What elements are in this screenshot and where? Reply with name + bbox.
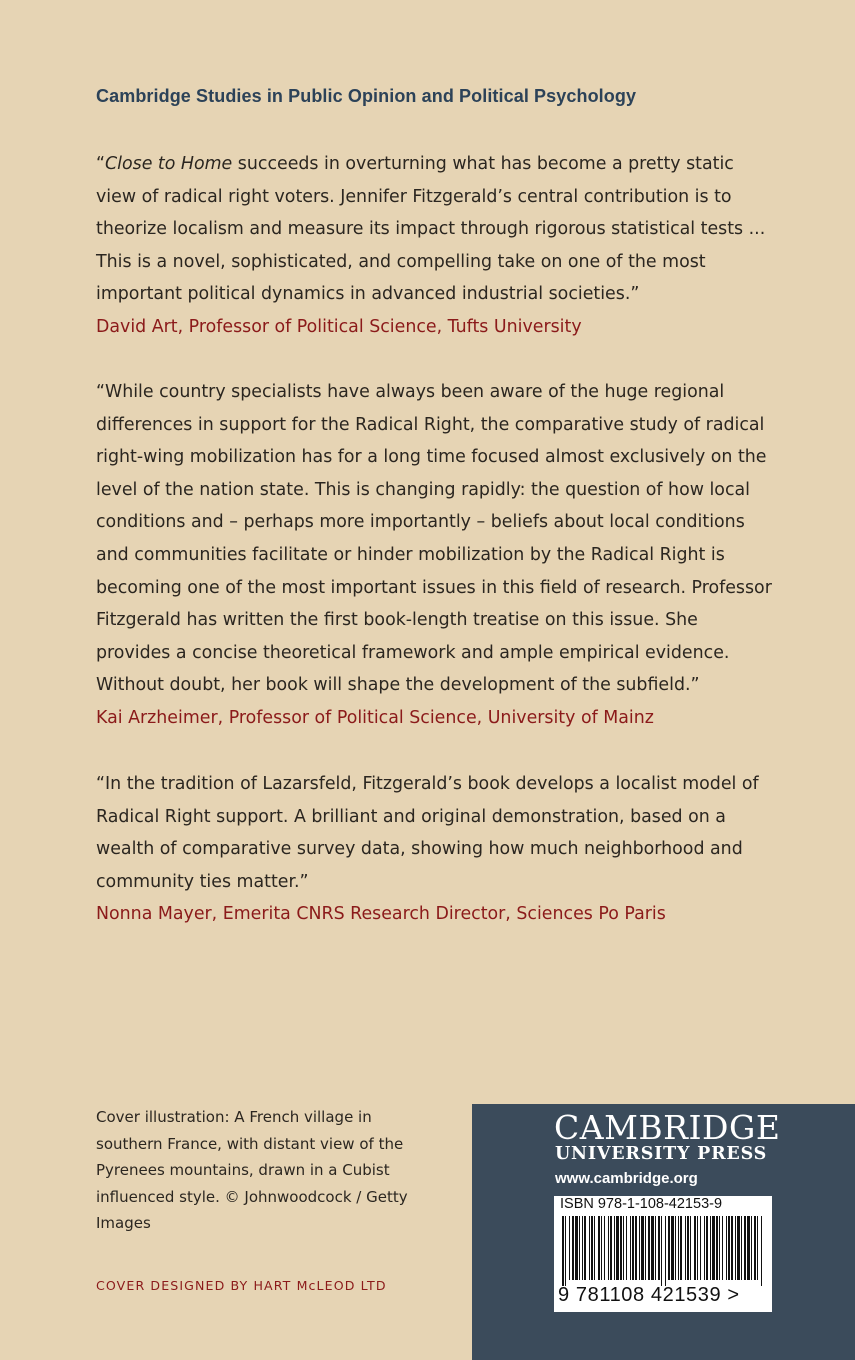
publisher-panel xyxy=(472,1104,855,1360)
barcode-bar xyxy=(575,1216,578,1280)
barcode-bar xyxy=(610,1216,612,1280)
barcode-bar xyxy=(726,1216,727,1280)
quote-2-attribution: Kai Arzheimer, Professor of Political Science, University of Mainz xyxy=(96,707,654,728)
barcode-bar xyxy=(757,1216,758,1280)
publisher-url: www.cambridge.org xyxy=(555,1170,698,1187)
barcode-bar xyxy=(639,1216,640,1280)
barcode-bar xyxy=(690,1216,691,1280)
barcode-bar xyxy=(648,1216,650,1280)
barcode-bar xyxy=(710,1216,711,1280)
barcode-bar xyxy=(584,1216,586,1280)
barcode-bar xyxy=(716,1216,718,1280)
barcode-bar xyxy=(751,1216,752,1280)
barcode-bar xyxy=(675,1216,676,1280)
barcode-bar xyxy=(680,1216,682,1280)
book-title: Close to Home xyxy=(105,154,233,174)
barcode-bar xyxy=(601,1216,602,1280)
quote-3-text: “In the tradition of Lazarsfeld, Fitzgerald’s book develops a localist model of Radical Right support. A brilliant and original demonstration, based on a wealth of comparative survey data, showing how much neighborhood and community ties matter.” xyxy=(96,774,759,892)
barcode-bar xyxy=(704,1216,705,1280)
barcode-bar xyxy=(678,1216,679,1280)
quote-1-open-mark: “ xyxy=(96,154,106,174)
barcode-bar xyxy=(582,1216,583,1280)
barcode-bar xyxy=(722,1216,723,1280)
barcode-bar xyxy=(658,1216,660,1280)
barcode-bar xyxy=(632,1216,634,1280)
barcode-bar xyxy=(614,1216,615,1280)
barcode-bar xyxy=(735,1216,736,1280)
quote-1-attribution: David Art, Professor of Political Science, Tufts University xyxy=(96,316,582,337)
barcode-bar xyxy=(747,1216,750,1280)
barcode-bar xyxy=(712,1216,715,1280)
barcode-bar xyxy=(700,1216,701,1280)
publisher-subname: UNIVERSITY PRESS xyxy=(555,1144,768,1164)
barcode-bar xyxy=(598,1216,600,1280)
barcode-icon xyxy=(560,1216,766,1286)
barcode-bar xyxy=(671,1216,674,1280)
quote-3 xyxy=(96,768,776,931)
quote-1 xyxy=(96,148,776,344)
barcode-bar xyxy=(668,1216,670,1280)
quote-3-attribution: Nonna Mayer, Emerita CNRS Research Director, Sciences Po Paris xyxy=(96,904,666,925)
barcode-bar xyxy=(604,1216,605,1280)
cover-designer-credit: COVER DESIGNED BY HART McLEOD LTD xyxy=(96,1278,387,1293)
isbn-label: ISBN 978-1-108-42153-9 xyxy=(560,1196,723,1212)
barcode-bar xyxy=(572,1216,574,1280)
barcode-bar xyxy=(731,1216,733,1280)
barcode-bar xyxy=(630,1216,631,1280)
barcode-bar xyxy=(744,1216,746,1280)
barcode-number: 9 781108 421539 > xyxy=(558,1284,740,1306)
barcode-bar xyxy=(687,1216,689,1280)
barcode-bar xyxy=(665,1216,666,1286)
barcode-bar xyxy=(694,1216,696,1280)
barcode-bar xyxy=(626,1216,627,1280)
barcode-bar xyxy=(719,1216,720,1280)
barcode-bar xyxy=(737,1216,740,1280)
barcode-bar xyxy=(754,1216,756,1280)
barcode-bar xyxy=(761,1216,762,1286)
barcode-bar xyxy=(706,1216,708,1280)
barcode-bar xyxy=(655,1216,656,1280)
barcode-bar xyxy=(641,1216,644,1280)
barcode-bar xyxy=(608,1216,609,1280)
barcode-bar xyxy=(589,1216,590,1280)
series-title: Cambridge Studies in Public Opinion and Political Psychology xyxy=(96,86,637,106)
barcode-bar xyxy=(616,1216,619,1280)
barcode-bar xyxy=(645,1216,646,1280)
quote-1-text xyxy=(96,148,776,311)
barcode-bar xyxy=(697,1216,698,1280)
publisher-name: CAMBRIDGE xyxy=(554,1108,781,1147)
barcode-bar xyxy=(635,1216,637,1280)
barcode-bar xyxy=(594,1216,595,1280)
barcode-bar xyxy=(591,1216,593,1280)
barcode-bar xyxy=(579,1216,580,1280)
barcode-bar xyxy=(728,1216,730,1280)
barcode-bar xyxy=(685,1216,686,1280)
barcode-bar xyxy=(562,1216,564,1286)
cover-illustration-credit: Cover illustration: A French village in southern France, with distant view of the Pyrenees mountains, drawn in a Cubist influenced style. © Johnwoodcock / Getty Images xyxy=(96,1108,408,1232)
quote-2 xyxy=(96,376,776,735)
barcode-box xyxy=(554,1196,772,1312)
barcode-bar xyxy=(623,1216,624,1280)
barcode-bar xyxy=(620,1216,622,1280)
quote-2-text: “While country specialists have always been aware of the huge regional differences in support for the Radical Right, the comparative study of radical right-wing mobilization has for a long time focused almost exclusively on the level of the nation state. This is changing rapidly: the question of how local conditions and – perhaps more importantly – beliefs about local conditions and communities facilitate or hinder mobilization by the Radical Right is becoming one of the most important issues in this field of research. Professor Fitzgerald has written the first book-length treatise on this issue. She provides a concise theoretical framework and ample empirical evidence. Without doubt, her book will shape the development of the subfield.” xyxy=(96,382,772,696)
quote-1-body: succeeds in overturning what has become a pretty static view of radical right voters. Jennifer Fitzgerald’s central contribution is to theorize localism and measure its impact through rigorous statistical tests ... This is a novel, sophisticated, and compelling take on one of the most important political dynamics in advanced industrial societies.” xyxy=(96,154,766,305)
barcode-bar xyxy=(565,1216,566,1286)
barcode-bar xyxy=(651,1216,654,1280)
barcode-bar xyxy=(741,1216,742,1280)
barcode-bar xyxy=(661,1216,662,1286)
barcode-bar xyxy=(569,1216,570,1280)
